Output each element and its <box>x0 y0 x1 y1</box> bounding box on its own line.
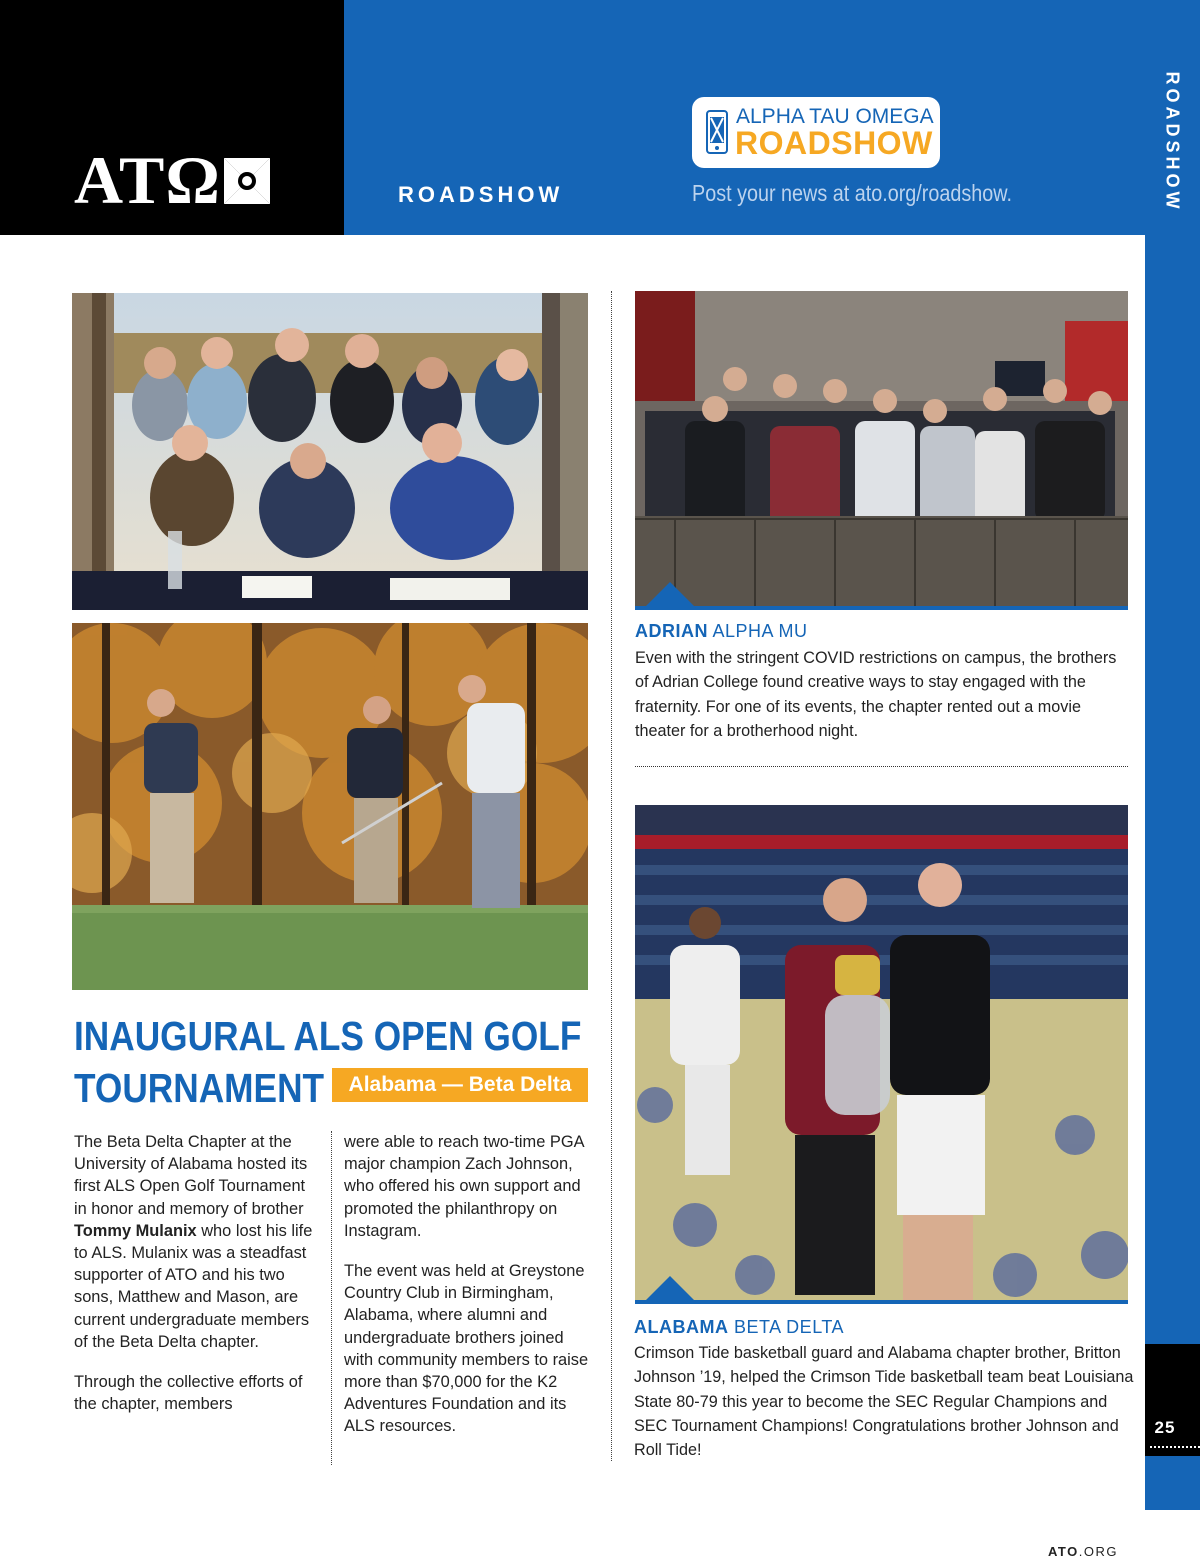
column-divider <box>611 291 612 1461</box>
adrian-heading <box>635 621 808 642</box>
golf-col1-p1-text-a: The Beta Delta Chapter at the University of Alabama hosted its first ALS Open Golf Tournament in honor and memory of brother <box>74 1133 308 1218</box>
page-number-box <box>1145 1344 1200 1456</box>
golf-col1-paragraph-1 <box>74 1131 322 1353</box>
alabama-heading <box>634 1317 844 1338</box>
adrian-body: Even with the stringent COVID restrictions on campus, the brothers of Adrian College found creative ways to stay engaged with the fraternity. For one of its events, the chapter rented out a movie theater for a brotherhood night. <box>635 649 1117 740</box>
section-label: ROADSHOW <box>398 182 564 207</box>
page-number-dots <box>1150 1446 1200 1448</box>
post-news-link[interactable]: Post your news at ato.org/roadshow. <box>692 180 1012 206</box>
golfers-photo <box>72 623 588 990</box>
adrian-photo-rule <box>635 606 1128 610</box>
golf-col2-paragraph-1: were able to reach two-time PGA major champion Zach Johnson, who offered his own support and promoted the philanthropy on Instagram. <box>344 1133 584 1240</box>
golf-chapter-tag: Alabama — Beta Delta <box>332 1068 588 1102</box>
ato-logo-text: ATΩ <box>74 142 221 218</box>
page-number: 25 <box>1154 1418 1176 1437</box>
alabama-champions-photo <box>635 805 1128 1303</box>
adrian-chapter: ALPHA MU <box>712 621 808 641</box>
golf-col1-p1-text-b: who lost his life to ALS. Mulanix was a steadfast supporter of ATO and his two sons, Matthew and Mason, are current undergraduate members of the Beta Delta chapter. <box>74 1221 313 1351</box>
adrian-triangle-icon <box>644 582 696 608</box>
adrian-school: ADRIAN <box>635 621 708 641</box>
adrian-chapter-photo <box>635 291 1128 608</box>
sidebar-label: ROADSHOW <box>1162 71 1183 213</box>
alabama-photo-rule <box>635 1300 1128 1304</box>
alabama-body: Crimson Tide basketball guard and Alabama chapter brother, Britton Johnson ’19, helped the Crimson Tide basketball team beat Louisiana State 80-79 this year to become the SEC Regular Champions and SEC Tournament Champions! Congratulations brother Johnson and Roll Tide! <box>634 1344 1134 1460</box>
golf-article-title-line1: INAUGURAL ALS OPEN GOLF <box>74 1013 582 1059</box>
golf-col2-paragraph-2: The event was held at Greystone Country Club in Birmingham, Alabama, where alumni and undergraduate brothers joined with community members to raise more than $70,000 for the K2 Adventures Foundation and its ALS resources. <box>344 1262 589 1436</box>
footer-site[interactable] <box>1048 1544 1118 1559</box>
alabama-school: ALABAMA <box>634 1317 729 1337</box>
golf-column-divider <box>331 1131 332 1465</box>
golf-article-column-1 <box>74 1131 322 1433</box>
sidebar <box>1145 235 1200 1510</box>
adrian-divider <box>635 766 1128 767</box>
maltese-cross-icon <box>222 156 272 206</box>
phone-icon <box>706 110 728 154</box>
alabama-triangle-icon <box>644 1276 696 1302</box>
alabama-chapter: BETA DELTA <box>734 1317 845 1337</box>
badge-line1: ALPHA TAU OMEGA <box>736 105 934 128</box>
golf-group-photo <box>72 293 588 610</box>
footer-site-rest: .ORG <box>1078 1544 1118 1559</box>
tommy-mulanix-name: Tommy Mulanix <box>74 1221 197 1240</box>
golf-article-title-line2: TOURNAMENT <box>74 1065 325 1111</box>
golf-col1-paragraph-2: Through the collective efforts of the chapter, members <box>74 1373 303 1414</box>
badge-line2: ROADSHOW <box>735 125 933 161</box>
footer-site-bold: ATO <box>1048 1544 1079 1559</box>
golf-article-column-2 <box>344 1131 594 1456</box>
